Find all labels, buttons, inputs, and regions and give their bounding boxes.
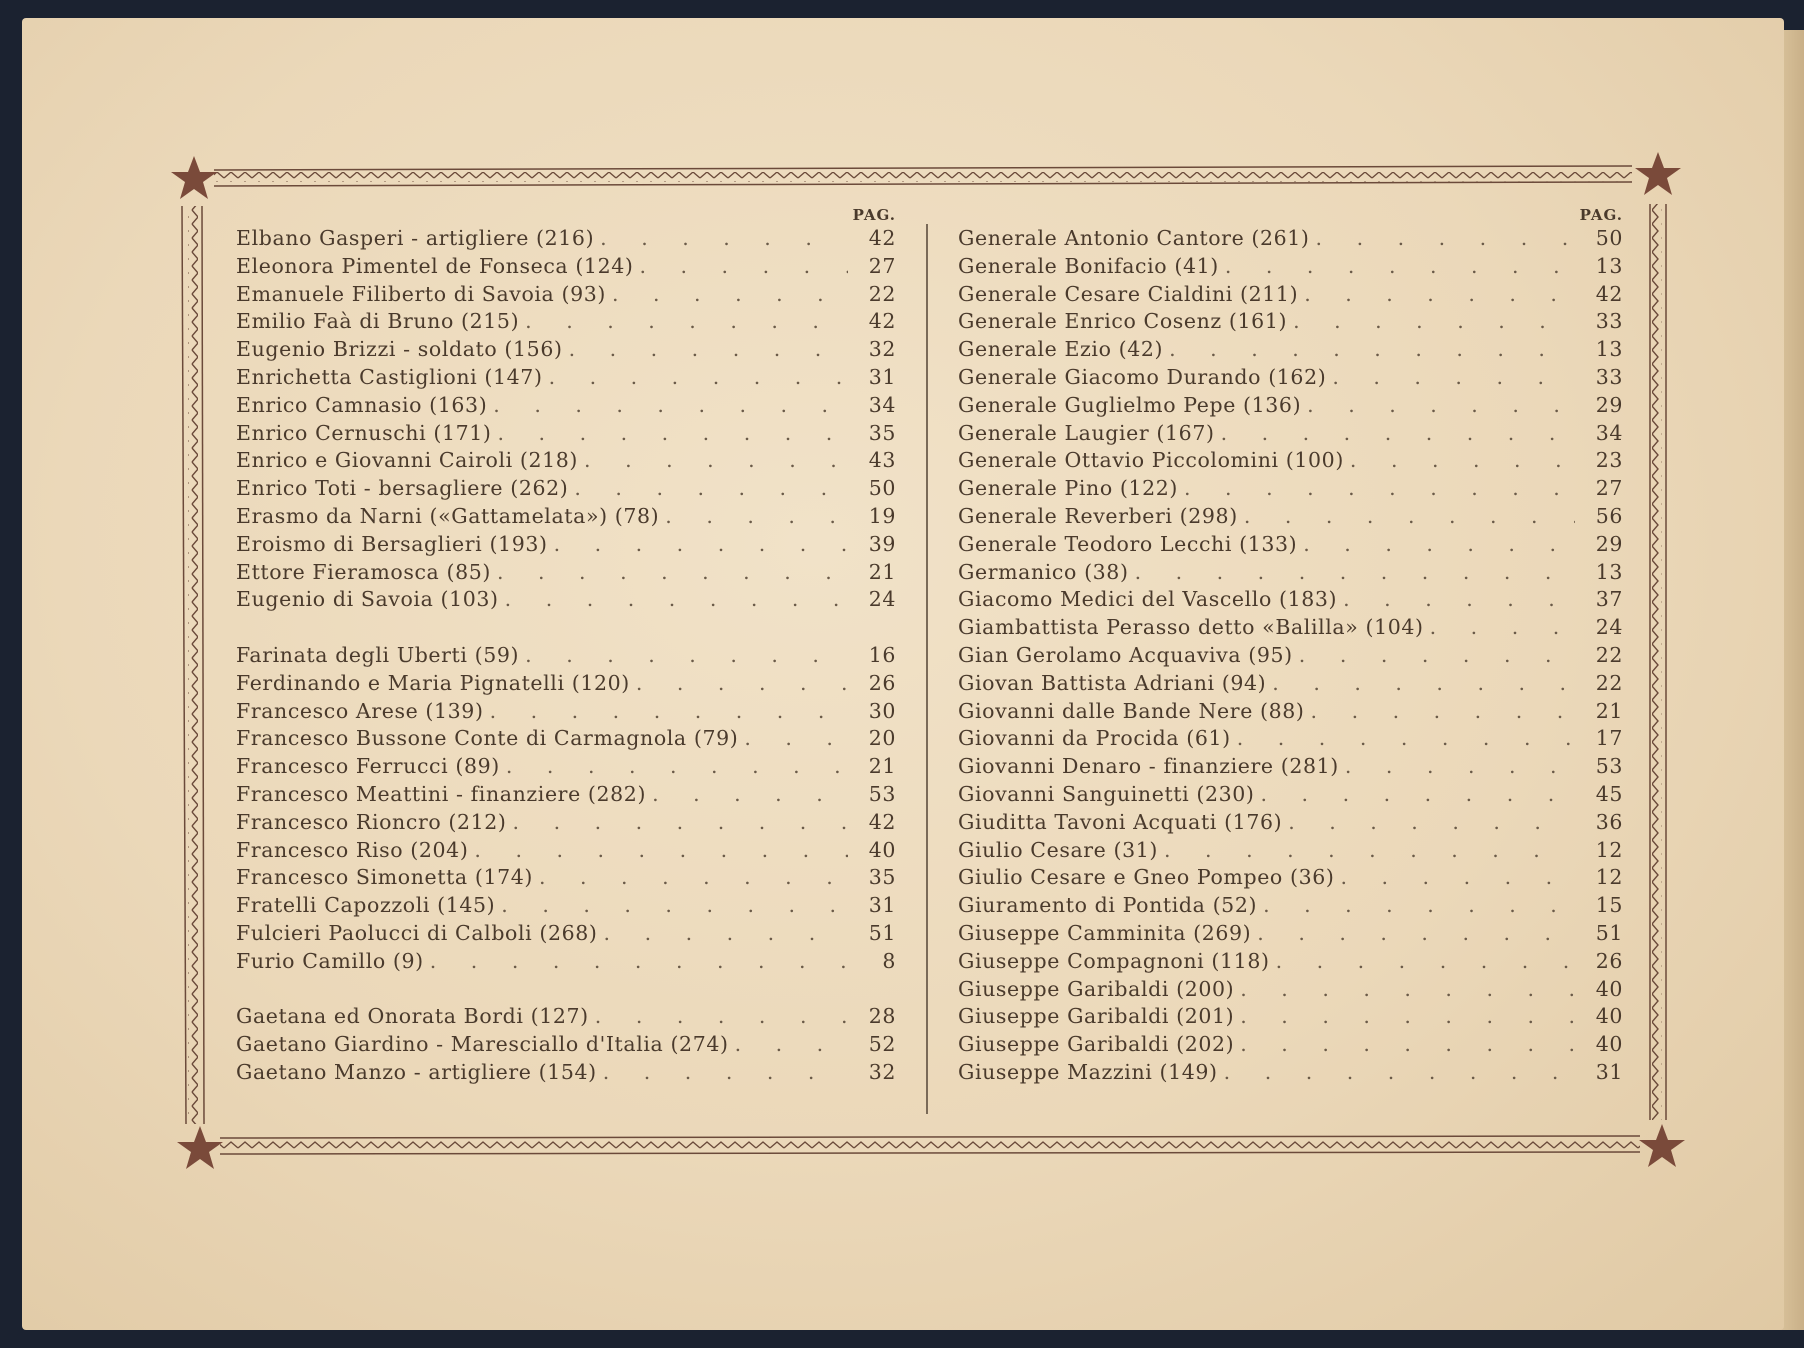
leader-dots (554, 532, 848, 556)
leader-dots (1350, 448, 1575, 472)
entry-page-number: 26 (1595, 948, 1623, 973)
entry-page-number: 33 (1595, 365, 1623, 389)
entry-title: Eleonora Pimentel de Fonseca (124) (236, 253, 634, 278)
leader-dots (490, 699, 848, 723)
index-entry (958, 838, 1623, 865)
entry-title: Giovan Battista Adriani (94) (958, 670, 1267, 695)
entry-page-number: 17 (1595, 726, 1623, 751)
leader-dots (474, 838, 848, 862)
leader-dots (539, 865, 848, 889)
entry-page-number: 43 (868, 448, 896, 473)
entry-title: Emanuele Filiberto di Savoia (93) (236, 281, 606, 306)
entry-page-number: 39 (868, 531, 896, 556)
index-entry (958, 476, 1623, 503)
entry-page-number: 35 (868, 865, 896, 890)
leader-dots (574, 476, 848, 500)
entry-page-number: 50 (868, 476, 896, 501)
index-entry (236, 337, 896, 364)
index-entry (958, 782, 1623, 809)
entry-page-number: 12 (1595, 837, 1623, 862)
leader-dots (525, 643, 848, 667)
leader-dots (493, 393, 848, 417)
entry-title: Giovanni da Procida (61) (958, 726, 1231, 751)
leader-dots (1263, 893, 1575, 917)
entry-title: Farinata degli Uberti (59) (236, 643, 520, 667)
entry-title: Giuseppe Mazzini (149) (958, 1060, 1218, 1084)
entry-page-number: 31 (1595, 1060, 1623, 1084)
entry-page-number: 22 (1595, 643, 1623, 667)
star-icon (171, 156, 217, 199)
leader-dots (549, 365, 848, 389)
index-entry (236, 893, 896, 920)
entry-title: Gian Gerolamo Acquaviva (95) (958, 643, 1293, 667)
index-entry (236, 949, 896, 976)
index-entry (236, 421, 896, 448)
index-entry (236, 365, 896, 392)
entry-title: Erasmo da Narni («Gattamelata») (78) (236, 504, 660, 528)
leader-dots (584, 448, 848, 472)
leader-dots (1257, 921, 1575, 945)
entry-title: Generale Bonifacio (41) (958, 253, 1219, 278)
entry-title: Germanico (38) (958, 559, 1129, 584)
entry-page-number: 36 (1595, 809, 1623, 834)
entry-title: Generale Pino (122) (958, 476, 1179, 501)
index-entry (236, 671, 896, 698)
entry-title: Giovanni Sanguinetti (230) (958, 782, 1255, 806)
leader-dots (639, 254, 848, 278)
index-entry (236, 782, 896, 809)
entry-page-number: 31 (868, 893, 896, 918)
index-entry (236, 810, 896, 837)
index-entry (236, 1004, 896, 1031)
index-entry (236, 560, 896, 587)
leader-dots (506, 754, 848, 778)
entry-page-number: 12 (1595, 865, 1623, 890)
entry-title: Enrico Toti - bersagliere (262) (236, 476, 569, 501)
entry-page-number: 50 (1595, 226, 1623, 250)
index-entry (236, 1032, 896, 1059)
column-divider (926, 224, 928, 1114)
index-entry (958, 337, 1623, 364)
entry-title: Giuseppe Compagnoni (118) (958, 948, 1270, 973)
index-entry (236, 921, 896, 948)
entry-page-number: 31 (868, 365, 896, 389)
leader-dots (498, 421, 849, 445)
page-column-label: PAG. (852, 206, 896, 224)
index-entry (236, 448, 896, 475)
star-icon (1635, 152, 1681, 195)
leader-dots (1299, 643, 1575, 667)
leader-dots (665, 504, 848, 528)
entry-page-number: 42 (1595, 281, 1623, 306)
entry-title: Giacomo Medici del Vascello (183) (958, 587, 1338, 612)
index-entry (958, 504, 1623, 531)
index-entry (958, 615, 1623, 642)
entry-title: Gaetano Giardino - Maresciallo d'Italia (274) (236, 1032, 729, 1057)
leader-dots (604, 921, 848, 945)
entry-title: Enrico Cernuschi (171) (236, 420, 492, 445)
entry-page-number: 32 (868, 1060, 896, 1084)
leader-dots (652, 782, 848, 806)
entry-title: Generale Giacomo Durando (162) (958, 365, 1327, 389)
index-entry (958, 560, 1623, 587)
entry-title: Eugenio di Savoia (103) (236, 587, 499, 612)
leader-dots (525, 309, 848, 333)
leader-dots (1221, 421, 1575, 445)
index-entry (958, 671, 1623, 698)
entry-title: Giovanni dalle Bande Nere (88) (958, 698, 1305, 723)
entry-page-number: 21 (868, 559, 896, 584)
entry-title: Generale Guglielmo Pepe (136) (958, 392, 1302, 417)
entry-page-number: 35 (868, 420, 896, 445)
index-entry (958, 949, 1623, 976)
entry-title: Fratelli Capozzoli (145) (236, 893, 496, 918)
index-entry (958, 921, 1623, 948)
leader-dots (1345, 754, 1575, 778)
index-entry (236, 587, 896, 614)
entry-title: Francesco Simonetta (174) (236, 865, 533, 890)
index-entry (236, 699, 896, 726)
entry-title: Giuseppe Camminita (269) (958, 921, 1252, 945)
index-entry (958, 448, 1623, 475)
index-entry (958, 282, 1623, 309)
leader-dots (1307, 393, 1575, 417)
entry-title: Furio Camillo (9) (236, 948, 424, 973)
entry-title: Giuseppe Garibaldi (202) (958, 1032, 1235, 1057)
index-entry (236, 1060, 896, 1087)
index-entry (236, 838, 896, 865)
entry-title: Giovanni Denaro - finanziere (281) (958, 754, 1339, 779)
entry-page-number: 40 (868, 837, 896, 862)
leader-dots (1304, 282, 1575, 306)
entry-title: Giulio Cesare (31) (958, 837, 1158, 862)
entry-page-number: 34 (868, 392, 896, 417)
entry-title: Generale Laugier (167) (958, 420, 1215, 445)
index-entry (958, 365, 1623, 392)
entry-title: Giambattista Perasso detto «Balilla» (104) (958, 615, 1424, 640)
entry-title: Giuditta Tavoni Acquati (176) (958, 809, 1283, 834)
entry-page-number: 20 (868, 726, 896, 751)
leader-dots (513, 810, 848, 834)
entry-page-number: 33 (1595, 309, 1623, 334)
entry-title: Francesco Arese (139) (236, 698, 484, 723)
leader-dots (735, 1032, 848, 1056)
entry-title: Enrichetta Castiglioni (147) (236, 365, 543, 389)
entry-title: Generale Antonio Cantore (261) (958, 226, 1310, 250)
entry-title: Giulio Cesare e Gneo Pompeo (36) (958, 865, 1335, 890)
leader-dots (612, 282, 848, 306)
entry-page-number: 13 (1595, 253, 1623, 278)
index-entry (958, 309, 1623, 336)
entry-page-number: 22 (1595, 670, 1623, 695)
leader-dots (1184, 476, 1575, 500)
leader-dots (1240, 977, 1575, 1001)
entry-title: Generale Teodoro Lecchi (133) (958, 531, 1298, 556)
index-entry (958, 977, 1623, 1004)
entry-title: Eugenio Brizzi - soldato (156) (236, 337, 563, 362)
entry-title: Fulcieri Paolucci di Calboli (268) (236, 921, 598, 945)
entry-page-number: 42 (868, 226, 896, 250)
entry-page-number: 45 (1595, 782, 1623, 806)
star-icon (1639, 1124, 1685, 1167)
entry-page-number: 34 (1595, 420, 1623, 445)
entry-page-number: 30 (868, 698, 896, 723)
entry-title: Generale Reverberi (298) (958, 504, 1238, 528)
index-entry (958, 254, 1623, 281)
entry-title: Giuseppe Garibaldi (200) (958, 976, 1235, 1001)
index-entry (958, 1004, 1623, 1031)
entry-page-number: 52 (868, 1032, 896, 1057)
entry-title: Francesco Rioncro (212) (236, 809, 507, 834)
index-entry (958, 865, 1623, 892)
entry-page-number: 24 (1595, 615, 1623, 640)
index-entry (236, 865, 896, 892)
index-entry (958, 393, 1623, 420)
index-entry (236, 643, 896, 670)
leader-dots (569, 337, 848, 361)
entry-title: Giuramento di Pontida (52) (958, 893, 1258, 918)
index-entry (236, 309, 896, 336)
entry-title: Eroismo di Bersaglieri (193) (236, 531, 548, 556)
index-entry (958, 754, 1623, 781)
entry-page-number: 27 (868, 253, 896, 278)
entry-title: Giuseppe Garibaldi (201) (958, 1004, 1235, 1029)
leader-dots (1244, 504, 1575, 528)
leader-dots (1164, 838, 1575, 862)
entry-title: Generale Cesare Cialdini (211) (958, 281, 1299, 306)
leader-dots (1343, 587, 1575, 611)
entry-page-number: 40 (1595, 1032, 1623, 1057)
leader-dots (1240, 1004, 1575, 1028)
leader-dots (1293, 309, 1575, 333)
page-column-label: PAG. (1579, 206, 1623, 224)
index-entry (236, 532, 896, 559)
leader-dots (1261, 782, 1575, 806)
leader-dots (1332, 365, 1575, 389)
leader-dots (1288, 810, 1575, 834)
entry-title: Francesco Riso (204) (236, 837, 469, 862)
index-entry (236, 254, 896, 281)
leader-dots (1240, 1032, 1575, 1056)
index-entry (958, 532, 1623, 559)
index-entry (958, 643, 1623, 670)
leader-dots (497, 560, 848, 584)
index-entry (958, 726, 1623, 753)
leader-dots (1276, 949, 1575, 973)
leader-dots (595, 1004, 848, 1028)
entry-page-number: 21 (868, 754, 896, 779)
index-entry (236, 393, 896, 420)
entry-page-number: 40 (1595, 1004, 1623, 1029)
entry-title: Ettore Fieramosca (85) (236, 559, 491, 584)
index-entry (958, 893, 1623, 920)
leader-dots (505, 587, 848, 611)
index-entry (236, 476, 896, 503)
entry-page-number: 13 (1595, 337, 1623, 362)
leader-dots (430, 949, 848, 973)
index-entry (236, 504, 896, 531)
leader-dots (603, 1060, 848, 1084)
index-entry (958, 1060, 1623, 1087)
entry-page-number: 15 (1595, 893, 1623, 918)
entry-title: Francesco Meattini - finanziere (282) (236, 782, 647, 806)
leader-dots (1316, 226, 1575, 250)
index-entry (958, 1032, 1623, 1059)
leader-dots (1340, 865, 1575, 889)
leader-dots (1169, 337, 1575, 361)
entry-page-number: 27 (1595, 476, 1623, 501)
entry-page-number: 51 (868, 921, 896, 945)
entry-page-number: 40 (1595, 976, 1623, 1001)
index-entry (958, 699, 1623, 726)
entry-page-number: 42 (868, 809, 896, 834)
entry-page-number: 51 (1595, 921, 1623, 945)
index-entry (958, 421, 1623, 448)
index-entry (958, 810, 1623, 837)
entry-title: Generale Ottavio Piccolomini (100) (958, 448, 1344, 473)
leader-dots (1224, 1060, 1575, 1084)
index-entry (236, 226, 896, 253)
leader-dots (1237, 726, 1575, 750)
entry-page-number: 19 (868, 504, 896, 528)
entry-page-number: 23 (1595, 448, 1623, 473)
entry-page-number: 21 (1595, 698, 1623, 723)
entry-page-number: 8 (882, 948, 896, 973)
leader-dots (501, 893, 848, 917)
index-entry (958, 587, 1623, 614)
leader-dots (636, 671, 848, 695)
index-entry (236, 282, 896, 309)
entry-page-number: 26 (868, 670, 896, 695)
entry-title: Ferdinando e Maria Pignatelli (120) (236, 670, 630, 695)
entry-title: Gaetana ed Onorata Bordi (127) (236, 1004, 589, 1029)
entry-title: Enrico Camnasio (163) (236, 392, 488, 417)
entry-title: Francesco Ferrucci (89) (236, 754, 500, 779)
entry-page-number: 53 (868, 782, 896, 806)
entry-page-number: 32 (868, 337, 896, 362)
entry-page-number: 42 (868, 309, 896, 334)
entry-page-number: 29 (1595, 392, 1623, 417)
entry-title: Generale Ezio (42) (958, 337, 1164, 362)
index-entry (958, 226, 1623, 253)
leader-dots (1311, 699, 1575, 723)
entry-page-number: 22 (868, 281, 896, 306)
entry-page-number: 16 (868, 643, 896, 667)
entry-title: Elbano Gasperi - artigliere (216) (236, 226, 595, 250)
entry-title: Generale Enrico Cosenz (161) (958, 309, 1288, 334)
entry-page-number: 56 (1595, 504, 1623, 528)
entry-title: Enrico e Giovanni Cairoli (218) (236, 448, 579, 473)
entry-page-number: 28 (868, 1004, 896, 1029)
leader-dots (744, 726, 848, 750)
entry-page-number: 37 (1595, 587, 1623, 612)
leader-dots (1303, 532, 1575, 556)
entry-page-number: 13 (1595, 559, 1623, 584)
entry-page-number: 29 (1595, 531, 1623, 556)
leader-dots (1225, 254, 1575, 278)
index-entry (236, 726, 896, 753)
leader-dots (1272, 671, 1575, 695)
entry-title: Gaetano Manzo - artigliere (154) (236, 1060, 597, 1084)
entry-page-number: 24 (868, 587, 896, 612)
entry-title: Francesco Bussone Conte di Carmagnola (79) (236, 726, 739, 751)
star-icon (177, 1126, 223, 1169)
entry-title: Emilio Faà di Bruno (215) (236, 309, 520, 334)
leader-dots (600, 226, 848, 250)
leader-dots (1135, 560, 1575, 584)
leader-dots (1430, 615, 1575, 639)
index-entry (236, 754, 896, 781)
entry-page-number: 53 (1595, 754, 1623, 779)
